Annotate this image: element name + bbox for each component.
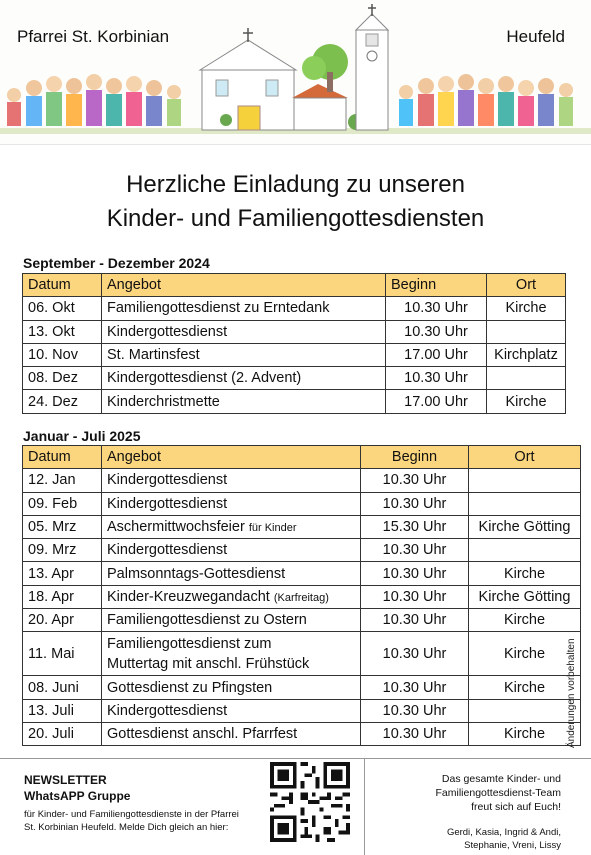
- table-header-row: [23, 446, 581, 469]
- team-names: [361, 826, 561, 852]
- cell-location: [469, 492, 581, 515]
- cell-start: 10.30 Uhr: [361, 585, 469, 608]
- cell-start: 10.30 Uhr: [361, 722, 469, 745]
- page-title: [0, 168, 591, 236]
- cell-date: 08. Juni: [23, 676, 102, 699]
- newsletter-title: NEWSLETTER: [24, 773, 107, 787]
- cell-start: 10.30 Uhr: [361, 609, 469, 632]
- table-row: [23, 492, 581, 515]
- cell-date: 20. Apr: [23, 609, 102, 632]
- cell-start: 10.30 Uhr: [361, 469, 469, 492]
- changes-reserved-note: Änderungen vorbehalten: [566, 638, 577, 748]
- cell-offer: Kindergottesdienst (2. Advent): [102, 367, 386, 390]
- cell-date: 13. Okt: [23, 320, 102, 343]
- table-row: [23, 515, 581, 538]
- cell-location: Kirche: [469, 632, 581, 676]
- cell-date: 08. Dez: [23, 367, 102, 390]
- cell-offer: Kinderchristmette: [102, 390, 386, 413]
- cell-offer: Familiengottesdienst zu Ostern: [102, 609, 361, 632]
- table-row: [23, 632, 581, 676]
- cell-location: Kirche: [487, 297, 566, 320]
- offer-note: (Karfreitag): [273, 591, 329, 604]
- cell-date: 13. Juli: [23, 699, 102, 722]
- cell-location: [469, 469, 581, 492]
- cell-date: 06. Okt: [23, 297, 102, 320]
- section-heading-2025: Januar - Juli 2025: [23, 428, 141, 444]
- cell-start: 10.30 Uhr: [361, 676, 469, 699]
- qr-code-icon[interactable]: [270, 762, 350, 842]
- cell-start: 17.00 Uhr: [386, 343, 487, 366]
- cell-location: Kirche: [469, 722, 581, 745]
- cell-date: 05. Mrz: [23, 515, 102, 538]
- cell-date: 24. Dez: [23, 390, 102, 413]
- cell-start: 10.30 Uhr: [386, 367, 487, 390]
- parish-name: Pfarrei St. Korbinian: [17, 27, 170, 46]
- table-row: [23, 539, 581, 562]
- team-greeting-line-2: Familiengottesdienst-Team: [435, 787, 561, 799]
- cell-start: 17.00 Uhr: [386, 390, 487, 413]
- cell-date: 09. Mrz: [23, 539, 102, 562]
- title-line-2: Kinder- und Familiengottesdiensten: [106, 205, 485, 232]
- offer-text-line-1: Familiengottesdienst zum: [107, 635, 272, 652]
- table-row: [23, 469, 581, 492]
- place-name: Heufeld: [506, 27, 565, 46]
- cell-start: 10.30 Uhr: [361, 699, 469, 722]
- cell-offer: Gottesdienst anschl. Pfarrfest: [102, 722, 361, 745]
- title-line-1: Herzliche Einladung zu unseren: [126, 171, 465, 198]
- cell-offer: Familiengottesdienst zu Erntedank: [102, 297, 386, 320]
- cell-location: Kirche: [469, 562, 581, 585]
- cell-date: 18. Apr: [23, 585, 102, 608]
- cell-start: 10.30 Uhr: [386, 297, 487, 320]
- cell-start: 10.30 Uhr: [386, 320, 487, 343]
- cell-offer: St. Martinsfest: [102, 343, 386, 366]
- cell-start: 10.30 Uhr: [361, 492, 469, 515]
- table-row: [23, 562, 581, 585]
- column-header-date: Datum: [23, 274, 102, 297]
- table-row: [23, 297, 566, 320]
- cell-date: 20. Juli: [23, 722, 102, 745]
- cell-offer: [102, 585, 361, 608]
- cell-location: Kirche Götting: [469, 585, 581, 608]
- cell-offer: Kindergottesdienst: [102, 699, 361, 722]
- table-row: [23, 699, 581, 722]
- column-header-offer: Angebot: [102, 446, 361, 469]
- cell-date: 10. Nov: [23, 343, 102, 366]
- column-header-date: Datum: [23, 446, 102, 469]
- team-greeting-line-1: Das gesamte Kinder- und: [441, 773, 561, 785]
- cell-date: 12. Jan: [23, 469, 102, 492]
- team-greeting-line-3: freut sich auf Euch!: [471, 801, 561, 813]
- table-row: [23, 320, 566, 343]
- team-names-line-1: Gerdi, Kasia, Ingrid & Andi,: [446, 827, 561, 838]
- section-heading-2024: September - Dezember 2024: [23, 255, 210, 271]
- footer-divider: [0, 758, 591, 759]
- cell-offer: Gottesdienst zu Pfingsten: [102, 676, 361, 699]
- cell-date: 09. Feb: [23, 492, 102, 515]
- table-row: [23, 676, 581, 699]
- cell-offer: [102, 632, 361, 676]
- cell-offer: Palmsonntags-Gottesdienst: [102, 562, 361, 585]
- cell-location: Kirche: [487, 390, 566, 413]
- cell-location: Kirchplatz: [487, 343, 566, 366]
- schedule-table-2025: [22, 445, 581, 746]
- cell-start: 15.30 Uhr: [361, 515, 469, 538]
- cell-offer: Kindergottesdienst: [102, 320, 386, 343]
- column-header-offer: Angebot: [102, 274, 386, 297]
- cell-offer: Kindergottesdienst: [102, 539, 361, 562]
- table-header-row: [23, 274, 566, 297]
- offer-text: Kinder-Kreuzwegandacht: [107, 588, 270, 605]
- newsletter-heading: [24, 772, 130, 804]
- header-banner: [0, 0, 591, 145]
- schedule-table-2024: [22, 273, 566, 414]
- column-header-location: Ort: [487, 274, 566, 297]
- table-row: [23, 367, 566, 390]
- cell-start: 10.30 Uhr: [361, 632, 469, 676]
- offer-text: Aschermittwochsfeier: [107, 519, 245, 536]
- offer-note: für Kinder: [248, 522, 297, 535]
- table-row: [23, 343, 566, 366]
- cell-offer: [102, 515, 361, 538]
- offer-text-line-2: Muttertag mit anschl. Frühstück: [107, 655, 310, 672]
- newsletter-desc-line-2: St. Korbinian Heufeld. Melde Dich gleich an hier:: [24, 822, 229, 833]
- cell-location: [487, 367, 566, 390]
- cell-offer: Kindergottesdienst: [102, 492, 361, 515]
- cell-date: 11. Mai: [23, 632, 102, 676]
- team-names-line-2: Stephanie, Vreni, Lissy: [464, 840, 561, 851]
- church-and-children-illustration: [0, 0, 591, 145]
- cell-location: [469, 699, 581, 722]
- cell-date: 13. Apr: [23, 562, 102, 585]
- column-header-start: Beginn: [386, 274, 487, 297]
- cell-start: 10.30 Uhr: [361, 539, 469, 562]
- column-header-start: Beginn: [361, 446, 469, 469]
- table-row: [23, 390, 566, 413]
- cell-location: Kirche: [469, 676, 581, 699]
- table-row: [23, 609, 581, 632]
- cell-location: [487, 320, 566, 343]
- cell-location: [469, 539, 581, 562]
- table-row: [23, 585, 581, 608]
- table-row: [23, 722, 581, 745]
- cell-location: Kirche: [469, 609, 581, 632]
- newsletter-subtitle: WhatsAPP Gruppe: [24, 789, 131, 803]
- cell-start: 10.30 Uhr: [361, 562, 469, 585]
- cell-location: Kirche Götting: [469, 515, 581, 538]
- newsletter-desc-line-1: für Kinder- und Familiengottesdienste in der Pfarrei: [24, 809, 239, 820]
- newsletter-description: [24, 808, 264, 834]
- cell-offer: Kindergottesdienst: [102, 469, 361, 492]
- team-greeting: [361, 772, 561, 814]
- column-header-location: Ort: [469, 446, 581, 469]
